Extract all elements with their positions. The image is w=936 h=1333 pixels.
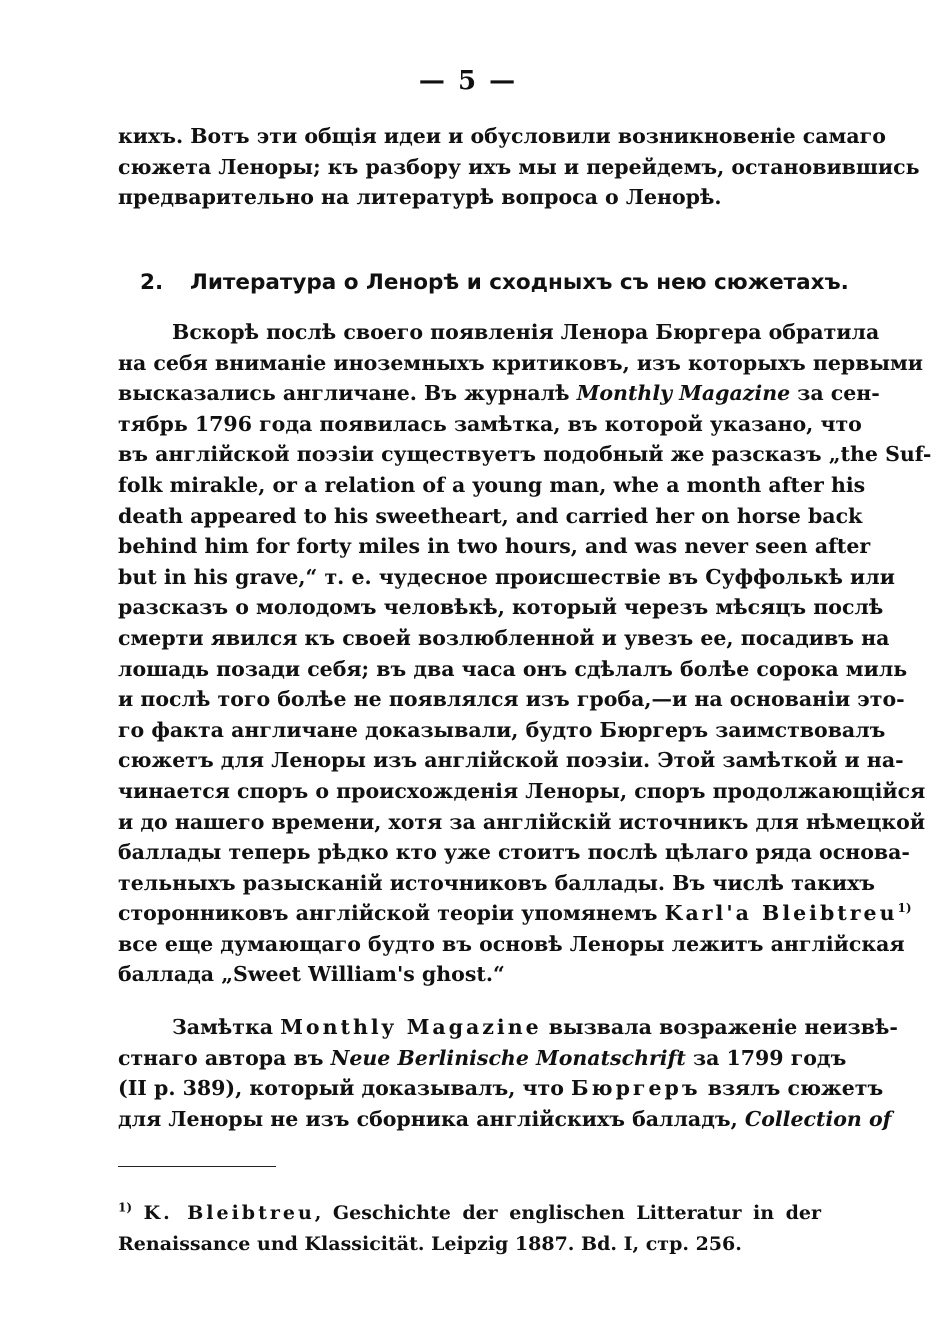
text-line: but in his grave,“ т. е. чудесное происшествіе въ Суффолькѣ или (118, 564, 895, 589)
text-line (118, 1043, 847, 1074)
text-segment: высказались англичане. Въ журналѣ (118, 381, 577, 406)
footnote-reference: 1) (897, 901, 912, 916)
text-segment: , Geschichte der englischen Litteratur in der (314, 1202, 821, 1224)
text-line: behind him for forty miles in two hours, and was never seen after (118, 534, 871, 559)
text-segment: за 1799 годъ (685, 1045, 847, 1070)
author-name: K. Bleibtreu (143, 1202, 315, 1224)
text-line: сюжета Леноры; къ разбору ихъ мы и перейдемъ, остановившись (118, 154, 920, 179)
text-segment: (II p. 389), который доказывалъ, что (118, 1076, 572, 1101)
text-line: разсказъ о молодомъ человѣкѣ, который черезъ мѣсяцъ послѣ (118, 595, 884, 620)
text-line (118, 378, 880, 409)
section-heading (140, 266, 849, 300)
footnote-line: Renaissance und Klassicität. Leipzig 1887. Bd. I, стр. 256. (118, 1233, 742, 1255)
text-line: все еще думающаго будто въ основѣ Леноры лежитъ англійская (118, 931, 905, 956)
text-line (118, 1012, 898, 1043)
text-line (118, 1073, 884, 1104)
text-line: лошадь позади себя; въ два часа онъ сдѣлалъ болѣе сорока миль (118, 656, 908, 681)
collection-title: Collection of (744, 1106, 892, 1131)
journal-name: Monthly Magazine (280, 1015, 542, 1039)
text-line (118, 1104, 892, 1135)
text-line (118, 898, 912, 929)
text-line: тельныхъ разысканій источниковъ баллады. Въ числѣ такихъ (118, 870, 876, 895)
journal-name: Monthly Magazine (576, 381, 791, 406)
text-segment: взялъ сюжетъ (700, 1076, 884, 1101)
text-line: баллада „Sweet William's ghost.“ (118, 962, 505, 987)
section-title: Литература о Ленорѣ и сходныхъ съ нею сюжетахъ. (190, 270, 849, 295)
text-line: въ англійской поэзіи существуетъ подобный же разсказъ „the Suf- (118, 442, 932, 467)
page-number: — 5 — (418, 66, 518, 96)
footnote-line (118, 1198, 821, 1229)
text-segment: вызвала возраженіе неизвѣ- (541, 1015, 898, 1039)
section-number: 2. (140, 270, 164, 295)
text-line: folk mirakle, or a relation of a young man, whe a month after his (118, 472, 866, 497)
journal-name: Neue Berlinische Monatschrift (330, 1045, 686, 1070)
text-line: баллады теперь рѣдко кто уже стоитъ послѣ цѣлаго ряда основа- (118, 840, 910, 865)
text-line: и до нашего времени, хотя за англійскій источникъ для нѣмецкой (118, 809, 926, 834)
author-name: Karl'a Bleibtreu (664, 901, 898, 926)
author-name: Бюргеръ (571, 1076, 701, 1101)
text-line: сюжетъ для Леноры изъ англійской поэзіи. Этой замѣткой и на- (118, 748, 904, 773)
paragraph-2 (118, 1012, 898, 1134)
text-line: тябрь 1796 года появилась замѣтка, въ которой указано, что (118, 411, 862, 436)
text-line: кихъ. Вотъ эти общія идеи и обусловили возникновеніе самаго (118, 124, 886, 148)
text-line: на себя вниманіе иноземныхъ критиковъ, изъ которыхъ первыми (118, 350, 924, 375)
footnote (118, 1198, 821, 1260)
text-line: Вскорѣ послѣ своего появленія Ленора Бюргера обратила (172, 320, 880, 344)
footnote-divider (118, 1166, 276, 1167)
text-line: death appeared to his sweetheart, and carried her on horse back (118, 503, 863, 528)
text-line: предварительно на литературѣ вопроса о Ленорѣ. (118, 185, 722, 210)
text-segment: Замѣтка (172, 1015, 281, 1039)
text-line: чинается споръ о происхожденія Леноры, споръ продолжающійся (118, 778, 926, 803)
intro-paragraph (118, 121, 920, 213)
text-line: и послѣ того болѣе не появлялся изъ гроба,—и на основаніи это- (118, 687, 905, 712)
text-line: го факта англичане доказывали, будто Бюргеръ заимствовалъ (118, 717, 886, 742)
text-segment: для Леноры не изъ сборника англійскихъ балладъ, (118, 1106, 745, 1131)
footnote-mark: 1) (118, 1200, 133, 1215)
text-segment: сторонниковъ англійской теоріи упомянемъ (118, 901, 665, 926)
text-line: смерти явился къ своей возлюбленной и увезъ ее, посадивъ на (118, 625, 890, 650)
text-segment: стнаго автора въ (118, 1045, 331, 1070)
text-segment: за сен- (790, 381, 880, 406)
paragraph-1 (118, 317, 932, 990)
